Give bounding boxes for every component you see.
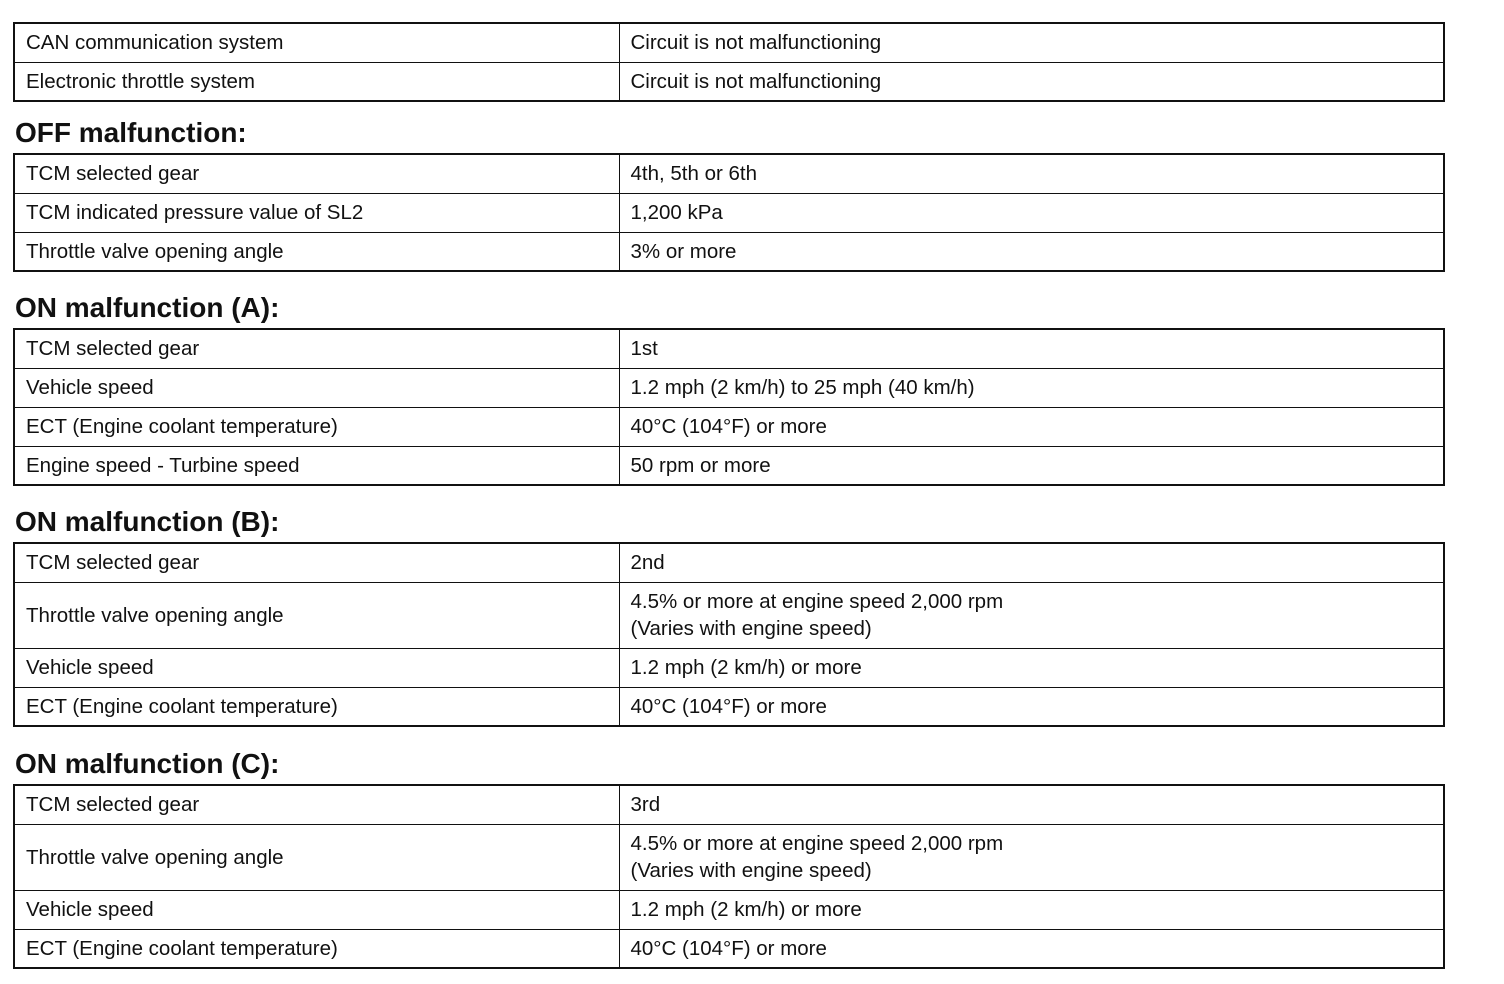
condition-label: Engine speed - Turbine speed (14, 446, 619, 485)
condition-value: 4.5% or more at engine speed 2,000 rpm (630, 832, 1004, 855)
table-row (14, 929, 1444, 968)
table-row (14, 232, 1444, 271)
condition-label: ECT (Engine coolant temperature) (14, 687, 619, 726)
condition-value: 1.2 mph (2 km/h) to 25 mph (40 km/h) (619, 368, 1444, 407)
condition-label: Vehicle speed (14, 368, 619, 407)
condition-label: TCM selected gear (14, 785, 619, 824)
table-row (14, 687, 1444, 726)
table-row (14, 446, 1444, 485)
conditions-table-general (13, 22, 1445, 102)
condition-label: Vehicle speed (14, 648, 619, 687)
condition-value: 3rd (619, 785, 1444, 824)
condition-value: 4th, 5th or 6th (619, 154, 1444, 193)
conditions-table-on-malfunction-c (13, 784, 1445, 969)
table-row (14, 824, 1444, 890)
condition-value-multiline (619, 582, 1444, 648)
condition-label: Throttle valve opening angle (14, 232, 619, 271)
condition-value-multiline (619, 824, 1444, 890)
table-row (14, 582, 1444, 648)
condition-label: Vehicle speed (14, 890, 619, 929)
table-row (14, 543, 1444, 582)
conditions-table-on-malfunction-a (13, 328, 1445, 486)
condition-label: TCM selected gear (14, 154, 619, 193)
condition-value: 40°C (104°F) or more (619, 929, 1444, 968)
condition-value: 4.5% or more at engine speed 2,000 rpm (630, 590, 1004, 613)
condition-value: 40°C (104°F) or more (619, 687, 1444, 726)
table-row (14, 154, 1444, 193)
condition-value: 2nd (619, 543, 1444, 582)
table-row (14, 368, 1444, 407)
condition-label: TCM selected gear (14, 329, 619, 368)
condition-label: Throttle valve opening angle (14, 582, 619, 648)
table-row (14, 62, 1444, 101)
condition-value-note: (Varies with engine speed) (630, 859, 872, 882)
condition-value: 1,200 kPa (619, 193, 1444, 232)
conditions-table-on-malfunction-b (13, 542, 1445, 727)
condition-value: 50 rpm or more (619, 446, 1444, 485)
condition-value: Circuit is not malfunctioning (619, 62, 1444, 101)
condition-label: TCM indicated pressure value of SL2 (14, 193, 619, 232)
condition-label: ECT (Engine coolant temperature) (14, 929, 619, 968)
condition-value: 1st (619, 329, 1444, 368)
condition-label: Electronic throttle system (14, 62, 619, 101)
table-row (14, 193, 1444, 232)
table-row (14, 329, 1444, 368)
section-heading-on-malfunction-a: ON malfunction (A): (15, 292, 280, 323)
table-row (14, 648, 1444, 687)
table-row (14, 890, 1444, 929)
condition-label: CAN communication system (14, 23, 619, 62)
condition-value: Circuit is not malfunctioning (619, 23, 1444, 62)
condition-value: 40°C (104°F) or more (619, 407, 1444, 446)
condition-value: 1.2 mph (2 km/h) or more (619, 648, 1444, 687)
condition-value: 1.2 mph (2 km/h) or more (619, 890, 1444, 929)
condition-label: ECT (Engine coolant temperature) (14, 407, 619, 446)
condition-label: TCM selected gear (14, 543, 619, 582)
condition-value: 3% or more (619, 232, 1444, 271)
conditions-table-off-malfunction (13, 153, 1445, 272)
section-heading-on-malfunction-c: ON malfunction (C): (15, 748, 280, 779)
condition-value-note: (Varies with engine speed) (630, 617, 872, 640)
section-heading-off-malfunction: OFF malfunction: (15, 117, 247, 148)
table-row (14, 785, 1444, 824)
condition-label: Throttle valve opening angle (14, 824, 619, 890)
table-row (14, 407, 1444, 446)
table-row (14, 23, 1444, 62)
section-heading-on-malfunction-b: ON malfunction (B): (15, 506, 280, 537)
